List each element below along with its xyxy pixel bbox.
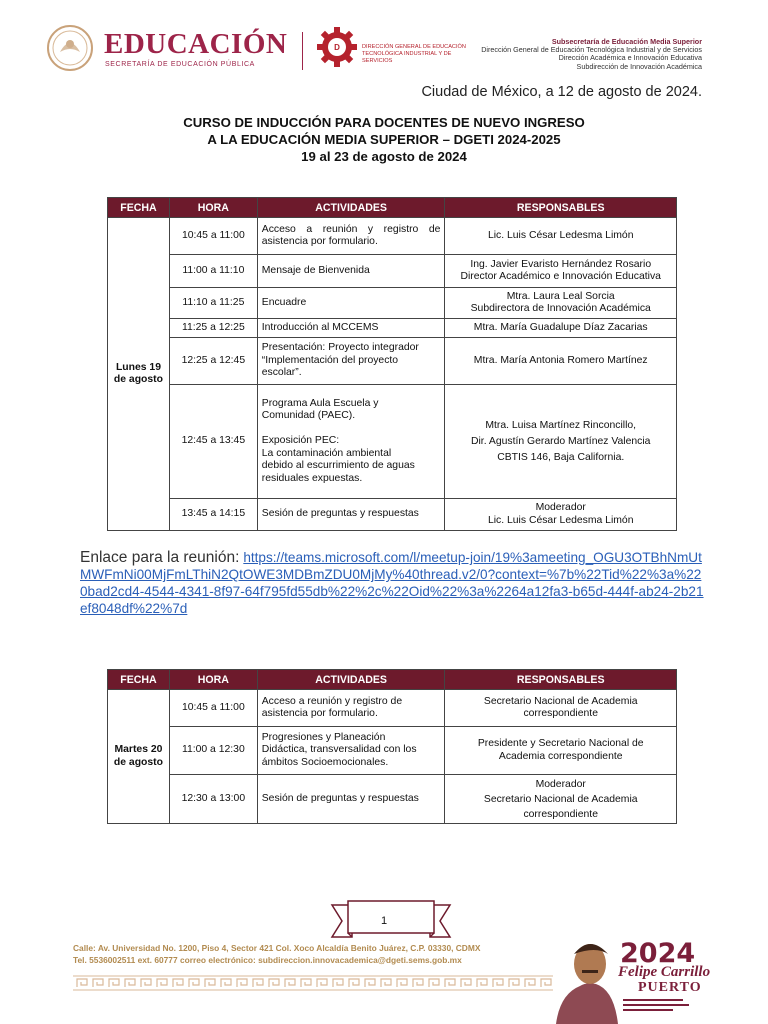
date-line: de agosto — [113, 756, 163, 768]
fret-motif — [397, 979, 407, 987]
institution-line: Dirección General de Educación Tecnológica Industrial y de Servicios — [481, 45, 702, 55]
schedule-table-monday — [107, 197, 677, 531]
dgeti-label-line: DIRECCIÓN GENERAL DE EDUCACIÓN — [362, 44, 466, 50]
fret-motif — [269, 979, 279, 987]
fret-motif — [221, 979, 231, 987]
table-header-row — [108, 198, 677, 218]
fret-motif — [493, 979, 503, 987]
page-header — [0, 0, 768, 80]
decorative-border — [73, 972, 553, 994]
time-cell: 11:25 a 12:25 — [169, 319, 257, 338]
table-row — [108, 218, 677, 255]
institution-line: Subsecretaría de Educación Media Superior — [551, 37, 702, 46]
table-row — [108, 727, 677, 775]
activity-cell — [257, 288, 445, 319]
time-cell: 12:45 a 13:45 — [169, 385, 257, 499]
header-divider — [302, 32, 303, 70]
activity-line: Mensaje de Bienvenida — [261, 264, 370, 276]
institution-line: Subdirección de Innovación Académica — [576, 61, 702, 71]
responsible-line: correspondiente — [523, 808, 598, 820]
activity-spacer — [262, 423, 441, 436]
fret-motif — [509, 979, 519, 987]
date-line: Lunes 19 — [115, 361, 161, 373]
table-row — [108, 690, 677, 727]
anniversary-tagline-graphic — [623, 997, 693, 1015]
responsible-line: Academia correspondiente — [498, 750, 623, 762]
fret-motif — [413, 979, 423, 987]
responsible-line: CBTIS 146, Baja California. — [497, 451, 625, 463]
responsible-line: Mtra. Luisa Martínez Rinconcillo, — [485, 419, 637, 431]
meeting-link-label: Enlace para la reunión: — [80, 549, 240, 566]
activity-cell — [257, 255, 445, 288]
document-title: A LA EDUCACIÓN MEDIA SUPERIOR – DGETI 2024-2025 — [207, 132, 561, 147]
fret-motif — [253, 979, 263, 987]
activity-cell — [257, 727, 445, 775]
fret-motif — [541, 979, 551, 987]
column-header-responsables: RESPONSABLES — [445, 198, 677, 218]
activity-line: escolar”. — [261, 367, 302, 379]
activity-line: Sesión de preguntas y respuestas — [261, 508, 419, 520]
document-dates: 19 al 23 de agosto de 2024 — [301, 149, 467, 164]
responsible-line: Presidente y Secretario Nacional de — [477, 738, 644, 749]
fret-motif — [285, 979, 295, 987]
brand-subtitle: SECRETARÍA DE EDUCACIÓN PÚBLICA — [105, 61, 255, 68]
time-cell: 11:10 a 11:25 — [169, 288, 257, 319]
activity-line: Progresiones y Planeación — [261, 731, 386, 743]
page-number: 1 — [380, 915, 388, 927]
fret-motif — [205, 979, 215, 987]
fret-motif — [381, 979, 391, 987]
activity-line: ámbitos Socioemocionales. — [261, 756, 389, 768]
activity-line: residuales expuestas. — [261, 472, 363, 484]
responsible-line: Lic. Luis César Ledesma Limón — [487, 229, 634, 241]
table-row — [108, 338, 677, 385]
activity-line: “Implementación del proyecto — [261, 354, 399, 366]
responsible-line: Dir. Agustín Gerardo Martínez Valencia — [471, 435, 651, 447]
fret-motif — [77, 979, 87, 987]
activity-line: Comunidad (PAEC). — [261, 410, 356, 422]
column-header-hora: HORA — [169, 670, 257, 690]
activity-line: Sesión de preguntas y respuestas — [261, 792, 419, 804]
table-row — [108, 775, 677, 824]
column-header-actividades: ACTIVIDADES — [257, 670, 445, 690]
fret-motif — [317, 979, 327, 987]
date-line: de agosto — [113, 374, 163, 385]
fret-motif — [333, 979, 343, 987]
responsible-cell — [445, 499, 677, 531]
activity-cell — [257, 499, 445, 531]
activity-line: Acceso a reunión y registro de — [261, 695, 403, 707]
fret-motif — [461, 979, 471, 987]
footer-address — [73, 942, 480, 966]
time-cell: 10:45 a 11:00 — [169, 690, 257, 727]
date-cell — [108, 690, 170, 824]
fret-motif — [525, 979, 535, 987]
activity-cell — [257, 319, 445, 338]
table-row — [108, 288, 677, 319]
column-header-fecha: FECHA — [108, 670, 170, 690]
table-row — [108, 255, 677, 288]
responsible-line: Secretario Nacional de Academia — [483, 695, 638, 707]
fret-motif — [349, 979, 359, 987]
fret-motif — [93, 979, 103, 987]
table-row — [108, 385, 677, 499]
institution-line: Dirección Académica e Innovación Educativa — [558, 53, 702, 63]
time-cell: 10:45 a 11:00 — [169, 218, 257, 255]
responsible-cell — [445, 727, 677, 775]
activity-cell — [257, 690, 445, 727]
activity-line: asistencia por formulario. — [261, 236, 378, 247]
activity-cell — [257, 385, 445, 499]
responsible-line: Mtra. María Guadalupe Díaz Zacarias — [473, 321, 648, 333]
column-header-actividades: ACTIVIDADES — [257, 198, 445, 218]
fret-motif — [365, 979, 375, 987]
fret-motif — [301, 979, 311, 987]
institution-lines — [481, 38, 702, 71]
footer-contact-line: Tel. 5536002511 ext. 60777 correo electrónico: subdireccion.innovacademica@dgeti.sems.gob.mx — [73, 955, 462, 965]
schedule-table-tuesday — [107, 669, 677, 824]
fret-motif — [477, 979, 487, 987]
fret-motif — [157, 979, 167, 987]
responsible-cell — [445, 690, 677, 727]
anniversary-name: Felipe Carrillo — [618, 964, 711, 980]
activity-line: Encuadre — [261, 296, 307, 308]
table-row — [108, 319, 677, 338]
dgeti-label — [362, 44, 482, 65]
fret-motif — [445, 979, 455, 987]
table-row — [108, 499, 677, 531]
responsible-line: Lic. Luis César Ledesma Limón — [487, 514, 634, 526]
responsible-line: Moderador — [535, 502, 586, 513]
brand-title: EDUCACIÓN — [104, 28, 288, 60]
time-cell: 12:30 a 13:00 — [169, 775, 257, 824]
activity-cell — [257, 775, 445, 824]
responsible-cell — [445, 385, 677, 499]
dgeti-gear-icon — [316, 26, 358, 68]
responsible-line: Secretario Nacional de Academia — [483, 793, 638, 805]
column-header-hora: HORA — [169, 198, 257, 218]
responsible-line: Mtra. Laura Leal Sorcia — [506, 290, 615, 302]
activity-line: asistencia por formulario. — [261, 708, 378, 719]
date-cell — [108, 218, 170, 531]
time-cell: 12:25 a 12:45 — [169, 338, 257, 385]
footer-address-line: Calle: Av. Universidad No. 1200, Piso 4, Sector 421 Col. Xoco Alcaldía Benito Juárez, C.P. 03330, CDMX — [73, 943, 481, 953]
fret-motif — [109, 979, 119, 987]
anniversary-year: 2024 — [620, 938, 696, 969]
activity-line: La contaminación ambiental — [261, 447, 392, 459]
national-seal-icon — [46, 24, 94, 72]
meeting-link-block — [80, 549, 704, 617]
column-header-responsables: RESPONSABLES — [445, 670, 677, 690]
svg-text:D: D — [334, 43, 340, 52]
responsible-line: Moderador — [535, 778, 586, 790]
meeting-link[interactable]: https://teams.microsoft.com/l/meetup-join/19%3ameeting_OGU3OTBhNmUtMWFmNi00MjFmLThiN2QtOWE3MDBmZDU0MjMy%40thread.v2/0?context=%7b%22Tid%22%3a%220bad2cd4-4544-4341-8f97-64f795fd55db%22%2c%22Oid%22%3a%2264a12fa3-b65d-444f-ab24-2b21ef8048df%22%7d — [80, 550, 704, 616]
responsible-line: Mtra. María Antonia Romero Martínez — [473, 354, 648, 366]
time-cell: 11:00 a 11:10 — [169, 255, 257, 288]
responsible-line: Director Académico e Innovación Educativa — [460, 271, 661, 282]
anniversary-surname: PUERTO — [638, 980, 702, 995]
fret-motif — [125, 979, 135, 987]
activity-line: Acceso a reunión y registro de — [261, 223, 441, 235]
dgeti-label-line: TECNOLÓGICA INDUSTRIAL Y DE SERVICIOS — [362, 51, 452, 64]
activity-line: debido al escurrimiento de aguas — [261, 460, 415, 472]
responsible-cell — [445, 338, 677, 385]
activity-line: Didáctica, transversalidad con los — [261, 744, 417, 756]
date-line: Ciudad de México, a 12 de agosto de 2024. — [421, 84, 702, 100]
responsible-cell — [445, 775, 677, 824]
activity-line: Presentación: Proyecto integrador — [261, 342, 419, 354]
responsible-cell — [445, 319, 677, 338]
date-line: Martes 20 — [114, 744, 163, 755]
column-header-fecha: FECHA — [108, 198, 170, 218]
responsible-cell — [445, 255, 677, 288]
fret-motif — [237, 979, 247, 987]
activity-line: Introducción al MCCEMS — [261, 321, 379, 333]
activity-line: Exposición PEC: — [261, 435, 340, 447]
activity-cell — [257, 338, 445, 385]
responsible-line: Ing. Javier Evaristo Hernández Rosario — [470, 258, 652, 270]
responsible-line: Subdirectora de Innovación Académica — [470, 303, 651, 314]
responsible-line: correspondiente — [523, 708, 598, 719]
responsible-cell — [445, 218, 677, 255]
activity-cell — [257, 218, 445, 255]
time-cell: 11:00 a 12:30 — [169, 727, 257, 775]
document-title: CURSO DE INDUCCIÓN PARA DOCENTES DE NUEVO INGRESO — [183, 115, 585, 130]
table-header-row — [108, 670, 677, 690]
fret-motif — [141, 979, 151, 987]
time-cell: 13:45 a 14:15 — [169, 499, 257, 531]
fret-motif — [173, 979, 183, 987]
fret-motif — [189, 979, 199, 987]
responsible-cell — [445, 288, 677, 319]
fret-motif — [429, 979, 439, 987]
activity-line: Programa Aula Escuela y — [261, 397, 379, 409]
